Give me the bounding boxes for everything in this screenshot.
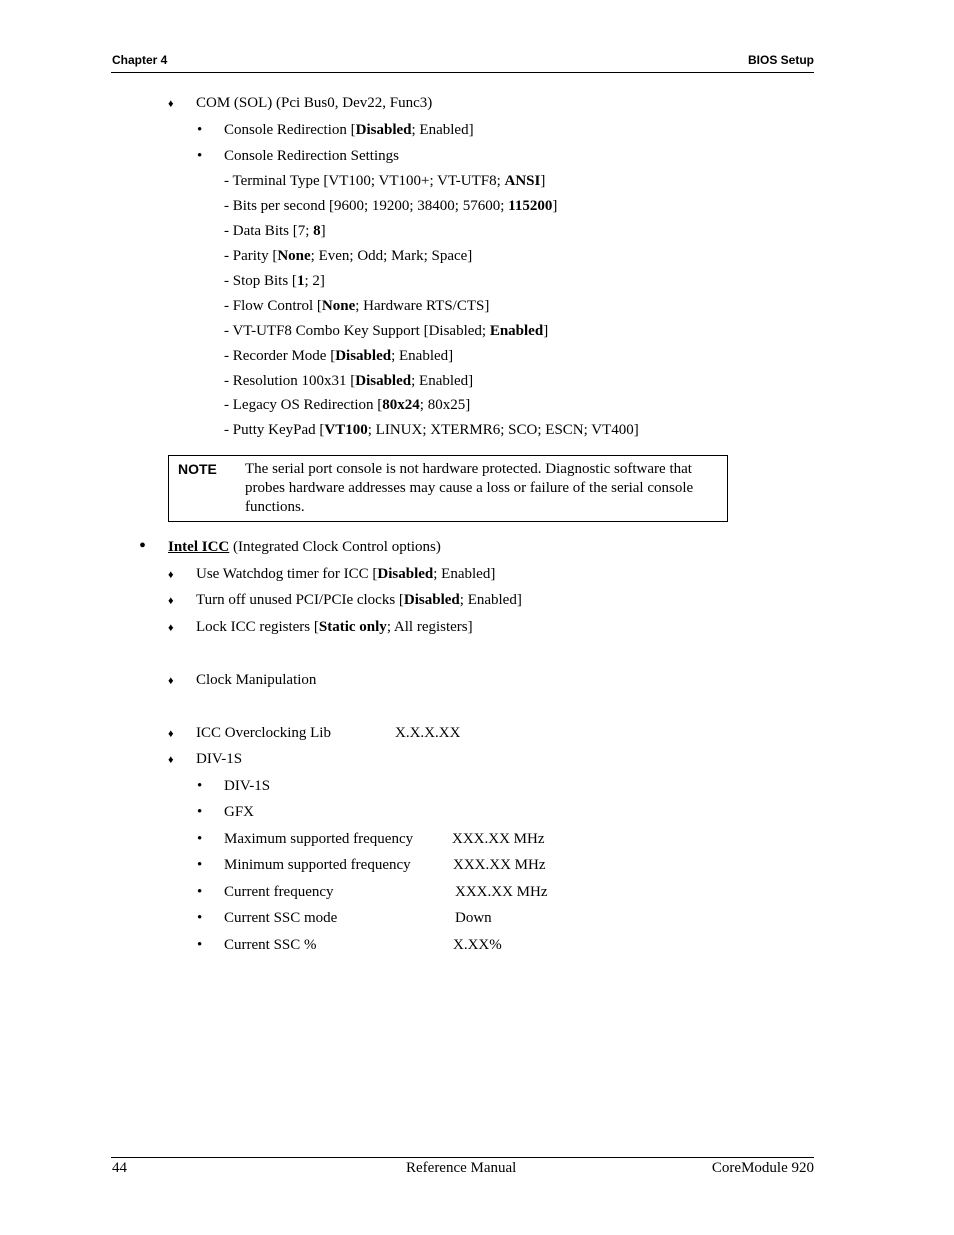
setting-flow-control [224,297,489,315]
option-text: ; All registers] [386,619,473,635]
bullet-icon: • [197,804,203,820]
option-text: - Recorder Mode [ [224,348,336,364]
note-text: The serial port console is not hardware protected. Diagnostic software that probes hardware addresses may cause a loss or failure of the serial console functions. [245,461,694,515]
setting-vt-utf8-combo-key [224,322,548,340]
option-text: - Resolution 100x31 [ [224,373,356,389]
option-default: Enabled [489,323,544,339]
option-text: - VT-UTF8 Combo Key Support [Disabled; [224,323,490,339]
option-default: None [277,248,311,264]
option-default: Disabled [335,348,392,364]
bullet-icon: • [197,122,203,138]
setting-data-bits [224,222,326,240]
option-default: Disabled [355,122,412,138]
overclocking-lib-value: X.X.X.XX [395,725,461,741]
div-item-value: XXX.XX MHz [452,831,545,847]
icc-lock-registers-option [196,618,473,636]
setting-recorder-mode [224,347,453,365]
div-item-label: Current SSC % [224,937,317,953]
option-default: VT100 [324,422,368,438]
option-default: 80x24 [382,397,420,413]
div-1s-label: DIV-1S [196,751,243,767]
option-text: ] [543,323,549,339]
overclocking-lib-label: ICC Overclocking Lib [196,725,331,741]
setting-putty-keypad [224,421,639,439]
option-text: - Terminal Type [VT100; VT100+; VT-UTF8; [224,173,505,189]
header-rule [111,72,814,73]
footer-manual-title: Reference Manual [406,1160,517,1176]
div-item-value: Down [455,910,492,926]
diamond-bullet-icon: ♦ [168,675,174,687]
div-item-label: Minimum supported frequency [224,857,411,873]
div-item-label: GFX [224,804,255,820]
icc-title-rest: (Integrated Clock Control options) [229,539,441,555]
bullet-icon: • [197,831,203,847]
icc-watchdog-option [196,565,495,583]
option-default: Disabled [355,373,412,389]
diamond-bullet-icon: ♦ [168,754,174,766]
option-text: - Data Bits [7; [224,223,314,239]
icc-title [168,538,441,556]
note-box [168,455,728,522]
option-text: ; 80x25] [419,397,471,413]
bullet-icon: • [139,535,147,557]
option-text: - Bits per second [9600; 19200; 38400; 57600; [224,198,509,214]
option-text: - Legacy OS Redirection [ [224,397,383,413]
div-item-label: Maximum supported frequency [224,831,414,847]
option-text: ] [552,198,558,214]
footer-page-number: 44 [112,1160,127,1176]
option-text: ; Enabled] [411,122,474,138]
option-text: ] [540,173,546,189]
clock-manipulation-label: Clock Manipulation [196,672,317,688]
option-text: ; 2] [304,273,325,289]
option-default: 115200 [508,198,553,214]
setting-resolution [224,372,473,390]
diamond-bullet-icon: ♦ [168,98,174,110]
option-default: Disabled [377,566,434,582]
bullet-icon: • [197,148,203,164]
div-item-value: XXX.XX MHz [453,857,546,873]
option-default: 1 [296,273,305,289]
setting-bits-per-second [224,197,557,215]
diamond-bullet-icon: ♦ [168,569,174,581]
icc-link[interactable]: Intel ICC [168,539,230,555]
option-default: Disabled [403,592,460,608]
option-text: Turn off unused PCI/PCIe clocks [ [196,592,404,608]
option-text: ; Even; Odd; Mark; Space] [310,248,473,264]
icc-unused-clocks-option [196,591,522,609]
option-text: ; LINUX; XTERMR6; SCO; ESCN; VT400] [367,422,639,438]
option-default: Static only [318,619,387,635]
setting-parity [224,247,472,265]
bullet-icon: • [197,884,203,900]
div-item-value: X.XX% [453,937,502,953]
option-text: Console Redirection [ [224,122,356,138]
option-text: ; Enabled] [411,373,474,389]
div-item-label: DIV-1S [224,778,271,794]
option-text: - Putty KeyPad [ [224,422,325,438]
option-text: - Flow Control [ [224,298,322,314]
option-default: ANSI [504,173,541,189]
footer-rule [111,1157,814,1158]
com-title: COM (SOL) (Pci Bus0, Dev22, Func3) [196,95,433,111]
option-text: - Parity [ [224,248,278,264]
option-text: ; Hardware RTS/CTS] [355,298,490,314]
option-text: ; Enabled] [391,348,454,364]
option-text: Lock ICC registers [ [196,619,319,635]
bullet-icon: • [197,778,203,794]
diamond-bullet-icon: ♦ [168,595,174,607]
setting-stop-bits [224,272,325,290]
bullet-icon: • [197,937,203,953]
setting-terminal-type [224,172,545,190]
option-default: 8 [313,223,321,239]
option-text: ] [320,223,326,239]
header-chapter: Chapter 4 [112,53,168,67]
console-redirection-option [224,121,474,139]
option-text: Use Watchdog timer for ICC [ [196,566,378,582]
diamond-bullet-icon: ♦ [168,622,174,634]
div-item-value: XXX.XX MHz [455,884,548,900]
option-default: None [321,298,356,314]
bullet-icon: • [197,857,203,873]
console-redirection-settings-label: Console Redirection Settings [224,148,399,164]
note-label: NOTE [178,461,217,477]
option-text: ; Enabled] [459,592,522,608]
option-text: - Stop Bits [ [224,273,297,289]
footer-product-name: CoreModule 920 [711,1160,814,1176]
bullet-icon: • [197,910,203,926]
setting-legacy-os-redirection [224,396,470,414]
header-section: BIOS Setup [747,53,814,67]
div-item-label: Current frequency [224,884,334,900]
option-text: ; Enabled] [433,566,496,582]
div-item-label: Current SSC mode [224,910,338,926]
diamond-bullet-icon: ♦ [168,728,174,740]
